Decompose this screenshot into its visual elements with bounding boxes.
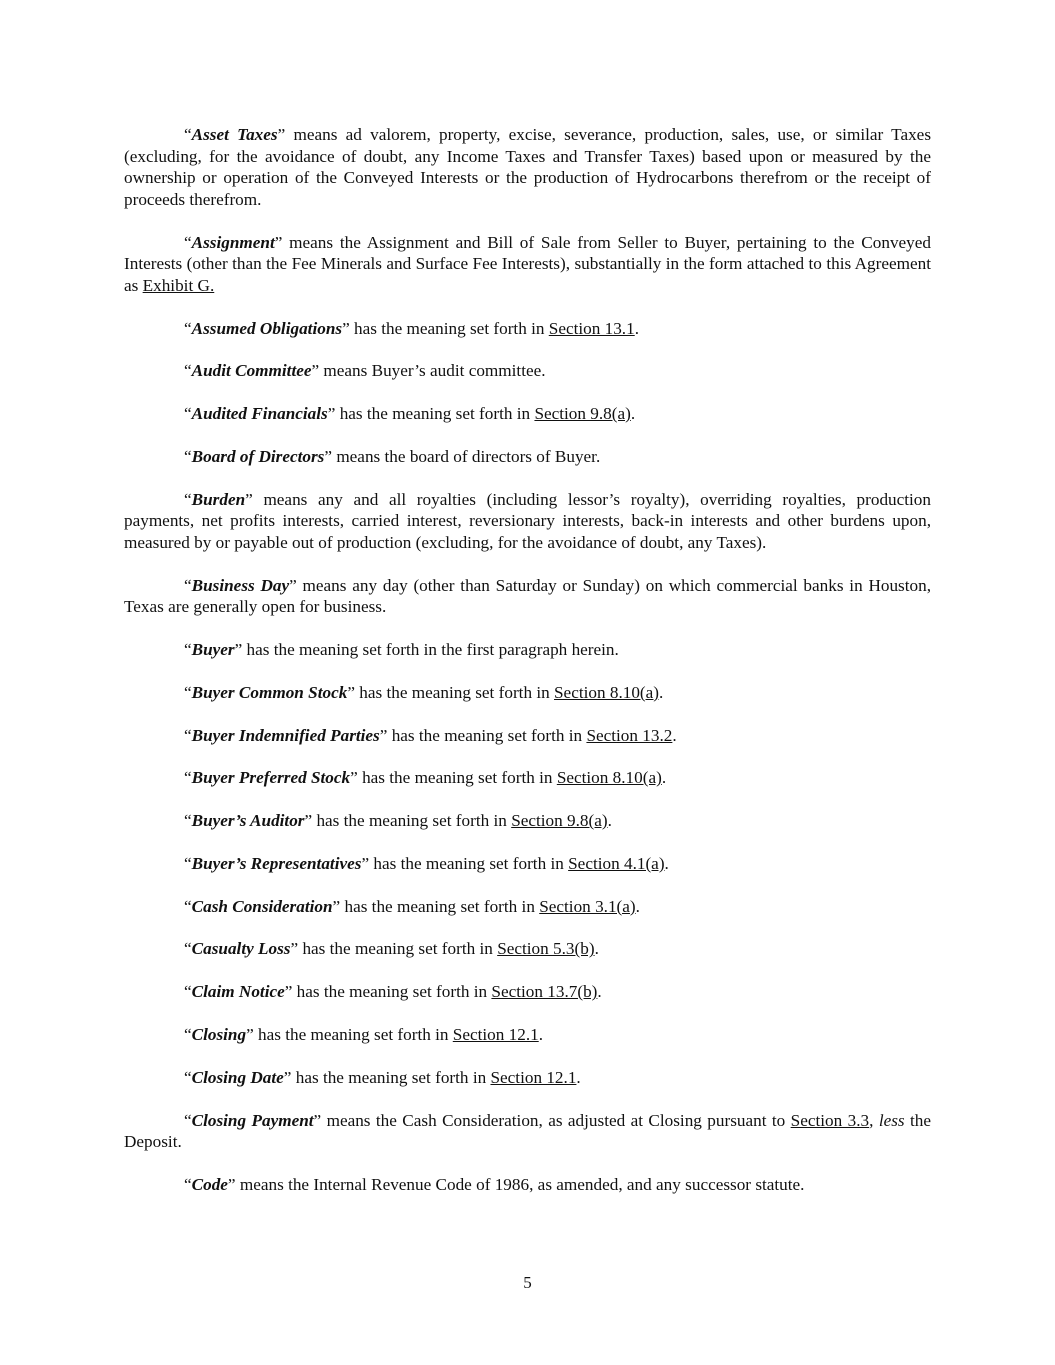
defined-term: Asset Taxes <box>191 125 278 144</box>
definition-buyers-representatives: “Buyer’s Representatives” has the meaning set forth in Section 4.1(a). <box>184 853 669 873</box>
defined-term: Buyer Preferred Stock <box>191 768 351 788</box>
cross-reference-link[interactable]: Section 3.3 <box>790 1110 870 1130</box>
definition-buyer-preferred-stock: “Buyer Preferred Stock” has the meaning set forth in Section 8.10(a). <box>184 768 667 788</box>
defined-term: Audit Committee <box>191 361 312 381</box>
document-page <box>124 124 931 1217</box>
punctuation: . <box>576 1067 581 1087</box>
definition-text: has the meaning set forth in <box>298 939 498 959</box>
punctuation: . <box>538 1025 544 1045</box>
defined-term: Claim Notice <box>191 982 285 1002</box>
punctuation: . <box>607 811 612 831</box>
definition-closing-date: “Closing Date” has the meaning set forth in Section 12.1. <box>184 1067 581 1087</box>
definition-text: has the meaning set forth in <box>292 982 492 1002</box>
definition-text: means the Assignment and Bill of Sale from Seller to Buyer, pertaining to the Conveyed Interests (other than the Fee Minerals and Surface Fee Interests), substantially in the form attached to this Agreement as <box>124 232 931 295</box>
definition-text: has the meaning set forth in <box>312 811 512 831</box>
cross-reference-link[interactable]: Section 13.1 <box>548 318 635 338</box>
cross-reference-link[interactable]: Section 4.1(a) <box>568 853 665 873</box>
defined-term: Cash Consideration <box>191 896 333 916</box>
cross-reference-link[interactable]: Section 3.1(a) <box>539 896 636 916</box>
punctuation: . <box>630 404 636 424</box>
punctuation: , <box>869 1110 874 1130</box>
defined-term: Assignment <box>191 232 275 252</box>
defined-term: Closing <box>191 1025 247 1045</box>
definition-audit-committee: “Audit Committee” means Buyer’s audit committee. <box>184 361 546 381</box>
definition-cash-consideration: “Cash Consideration” has the meaning set forth in Section 3.1(a). <box>184 896 640 916</box>
punctuation: . <box>634 318 639 338</box>
definition-asset-taxes: “Asset Taxes” means ad valorem, property, excise, severance, production, sales, use, or similar Taxes (excluding, for the avoidance of doubt, any Income Taxes and Transfer Taxes) based upon or measured by the ownership or operation of the Conveyed Interests or the production of Hydrocarbons therefrom or the receipt of proceeds therefrom. <box>124 125 932 209</box>
definition-text: means any day (other than Saturday or Sunday) on which commercial banks in Houston, Texas are generally open for business. <box>124 575 932 617</box>
definition-text: means the Internal Revenue Code of 1986, as amended, and any successor statute. <box>235 1174 805 1194</box>
punctuation: . <box>664 853 669 873</box>
definition-text: has the meaning set forth in <box>357 768 557 788</box>
defined-term: Assumed Obligations <box>191 318 343 338</box>
defined-term: Closing Date <box>191 1067 284 1087</box>
defined-term: Code <box>191 1174 228 1194</box>
definition-text: means the board of directors of Buyer. <box>332 446 601 466</box>
defined-term: Casualty Loss <box>191 939 291 959</box>
cross-reference-link[interactable]: Section 13.2 <box>586 725 673 745</box>
definition-assignment: “Assignment” means the Assignment and Bill of Sale from Seller to Buyer, pertaining to the Conveyed Interests (other than the Fee Minerals and Surface Fee Interests), substantially in the form attached to this Agreement as Exhibit G. <box>124 232 931 295</box>
definition-text: means ad valorem, property, excise, severance, production, sales, use, or similar Taxes (excluding, for the avoidance of doubt, any Income Taxes and Transfer Taxes) based upon or measured by the ownership or operation of the Conveyed Interests or the production of Hydrocarbons therefrom or the receipt of proceeds therefrom. <box>124 125 932 209</box>
definition-text: has the meaning set forth in <box>354 682 554 702</box>
defined-term: Business Day <box>191 575 290 595</box>
cross-reference-link[interactable]: Section 9.8(a) <box>534 404 631 424</box>
definition-text: means any and all royalties (including lessor’s royalty), overriding royalties, production payments, net profits interests, carried interest, reversionary interests, back-in interests and other burdens upon, measured by or payable out of production (excluding, for the avoidance of doubt, any Taxes). <box>124 489 931 552</box>
punctuation: . <box>672 725 677 745</box>
page-number: 5 <box>523 1273 532 1292</box>
definition-burden: “Burden” means any and all royalties (including lessor’s royalty), overriding royalties, production payments, net profits interests, carried interest, reversionary interests, back-in interests and other burdens upon, measured by or payable out of production (excluding, for the avoidance of doubt, any Taxes). <box>124 489 931 552</box>
defined-term: Buyer Indemnified Parties <box>191 725 380 745</box>
definition-claim-notice: “Claim Notice” has the meaning set forth in Section 13.7(b). <box>184 982 602 1002</box>
definition-text: means Buyer’s audit committee. <box>319 361 546 381</box>
defined-term: Buyer Common Stock <box>191 682 348 702</box>
definition-text-tail: the Deposit. <box>124 1110 931 1152</box>
punctuation: . <box>594 939 599 959</box>
definition-casualty-loss: “Casualty Loss” has the meaning set forth in Section 5.3(b). <box>184 939 599 959</box>
definition-text: has the meaning set forth in <box>349 318 549 338</box>
definition-audited-financials: “Audited Financials” has the meaning set forth in Section 9.8(a). <box>184 404 636 424</box>
cross-reference-link[interactable]: Section 8.10(a) <box>554 682 660 702</box>
definition-board-of-directors: “Board of Directors” means the board of directors of Buyer. <box>184 446 601 466</box>
definition-text: has the meaning set forth in the first paragraph herein. <box>242 640 619 659</box>
defined-term: Audited Financials <box>191 404 328 424</box>
definition-buyer-common-stock: “Buyer Common Stock” has the meaning set forth in Section 8.10(a). <box>184 682 664 702</box>
punctuation: . <box>635 896 640 916</box>
defined-term: Buyer <box>191 640 235 659</box>
definition-text: has the meaning set forth in <box>387 725 587 745</box>
punctuation: . <box>659 682 664 702</box>
cross-reference-link[interactable]: Section 12.1 <box>490 1067 577 1087</box>
definition-text: has the meaning set forth in <box>369 853 569 873</box>
definition-text: has the meaning set forth in <box>335 404 535 424</box>
cross-reference-link[interactable]: Exhibit G. <box>142 275 215 295</box>
defined-term: Closing Payment <box>191 1110 314 1130</box>
definition-buyer-indemnified-parties: “Buyer Indemnified Parties” has the meaning set forth in Section 13.2. <box>184 725 677 745</box>
definition-code: “Code” means the Internal Revenue Code of 1986, as amended, and any successor statute. <box>184 1174 805 1194</box>
cross-reference-link[interactable]: Section 9.8(a) <box>511 811 608 831</box>
defined-term: Buyer’s Auditor <box>191 811 305 831</box>
cross-reference-link[interactable]: Section 8.10(a) <box>556 768 662 788</box>
punctuation: . <box>597 982 602 1002</box>
cross-reference-link[interactable]: Section 12.1 <box>452 1025 539 1045</box>
definition-text: means the Cash Consideration, as adjusted at Closing pursuant to <box>321 1110 791 1130</box>
definition-buyer: “Buyer” has the meaning set forth in the first paragraph herein. <box>184 640 619 659</box>
definition-text: has the meaning set forth in <box>291 1067 491 1087</box>
definition-text: has the meaning set forth in <box>340 896 540 916</box>
definition-closing: “Closing” has the meaning set forth in Section 12.1. <box>184 1025 544 1045</box>
italic-less: less <box>878 1110 905 1130</box>
definition-closing-payment: “Closing Payment” means the Cash Consideration, as adjusted at Closing pursuant to Section 3.3, less the Deposit. <box>124 1110 931 1152</box>
punctuation: . <box>661 768 667 788</box>
definition-text: has the meaning set forth in <box>253 1025 453 1045</box>
definition-assumed-obligations: “Assumed Obligations” has the meaning set forth in Section 13.1. <box>184 318 639 338</box>
cross-reference-link[interactable]: Section 5.3(b) <box>497 939 595 959</box>
defined-term: Burden <box>191 489 246 509</box>
defined-term: Board of Directors <box>191 446 325 466</box>
definition-buyers-auditor: “Buyer’s Auditor” has the meaning set forth in Section 9.8(a). <box>184 811 612 831</box>
defined-term: Buyer’s Representatives <box>191 853 362 873</box>
definition-business-day: “Business Day” means any day (other than Saturday or Sunday) on which commercial banks in Houston, Texas are generally open for business. <box>124 575 932 617</box>
cross-reference-link[interactable]: Section 13.7(b) <box>491 982 598 1002</box>
